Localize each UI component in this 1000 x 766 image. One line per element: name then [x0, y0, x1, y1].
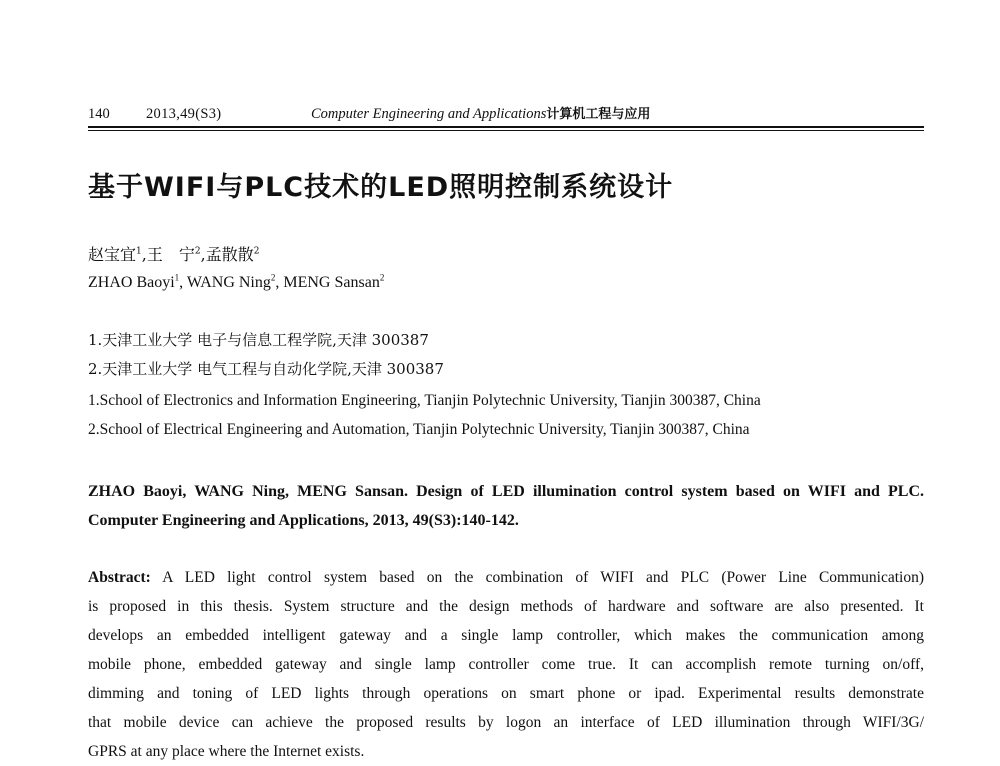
journal-name-en: Computer Engineering and Applications [311, 106, 547, 122]
abstract-line-5: dimming and toning of LED lights through operations on smart phone or ipad. Experimental results demonstrate [88, 685, 924, 702]
journal-name [311, 104, 650, 125]
authors-english [88, 272, 384, 294]
affiliation-en-2: 2.School of Electrical Engineering and Automation, Tianjin Polytechnic University, Tianjin 300387, China [88, 421, 750, 438]
affiliation-en-1: 1.School of Electronics and Information Engineering, Tianjin Polytechnic University, Tianjin 300387, China [88, 392, 761, 409]
abstract [88, 563, 924, 766]
abstract-line-7: GPRS at any place where the Internet exists. [88, 743, 365, 760]
abstract-line-1 [88, 563, 924, 592]
author-name: MENG Sansan [283, 274, 380, 291]
page-number: 140 [88, 106, 110, 122]
abstract-label: Abstract: [88, 569, 151, 586]
header-rule-thin [88, 130, 924, 131]
affiliation-marker: 1 [136, 246, 142, 257]
author-name: 王 宁 [146, 245, 195, 264]
abstract-line-4: mobile phone, embedded gateway and single lamp controller come true. It can accomplish remote turning on/off, [88, 656, 924, 673]
paper-title: 基于WIFI与PLC技术的LED照明控制系统设计 [88, 172, 674, 203]
running-header [88, 104, 924, 124]
author-separator: , [179, 274, 187, 291]
abstract-text: A LED light control system based on the combination of WIFI and PLC (Power Line Communication) [162, 569, 924, 586]
authors-chinese [88, 244, 259, 266]
citation-reference: ZHAO Baoyi, WANG Ning, MENG Sansan. Design of LED illumination control system based on WIFI and PLC. Computer Engineering and Applications, 2013, 49(S3):140-142. [88, 483, 924, 529]
author-name: 赵宝宜 [88, 245, 137, 264]
affiliation-marker: 2 [270, 272, 276, 283]
abstract-line-2: is proposed in this thesis. System structure and the design methods of hardware and software are also presented. It [88, 598, 924, 615]
affiliation-marker: 1 [174, 272, 180, 283]
author-separator: , [200, 245, 206, 264]
author-separator: , [275, 274, 284, 291]
affiliation-cn-2: 2.天津工业大学 电气工程与自动化学院,天津 300387 [88, 360, 444, 378]
abstract-line-3: develops an embedded intelligent gateway and a single lamp controller, which makes the communication among [88, 627, 924, 644]
author-name: WANG Ning [186, 274, 271, 291]
affiliation-marker: 2 [379, 272, 385, 283]
affiliation-cn-1: 1.天津工业大学 电子与信息工程学院,天津 300387 [88, 331, 429, 349]
author-name: 孟散散 [205, 245, 254, 264]
author-separator: , [141, 245, 147, 264]
author-name: ZHAO Baoyi [88, 274, 175, 291]
volume-issue: 2013,49(S3) [146, 106, 222, 122]
affiliation-marker: 2 [253, 246, 260, 257]
journal-name-cn: 计算机工程与应用 [546, 107, 651, 122]
header-rule-thick [88, 126, 924, 128]
abstract-line-6: that mobile device can achieve the proposed results by logon an interface of LED illumination through WIFI/3G/ [88, 714, 924, 731]
affiliation-marker: 2 [194, 246, 201, 257]
